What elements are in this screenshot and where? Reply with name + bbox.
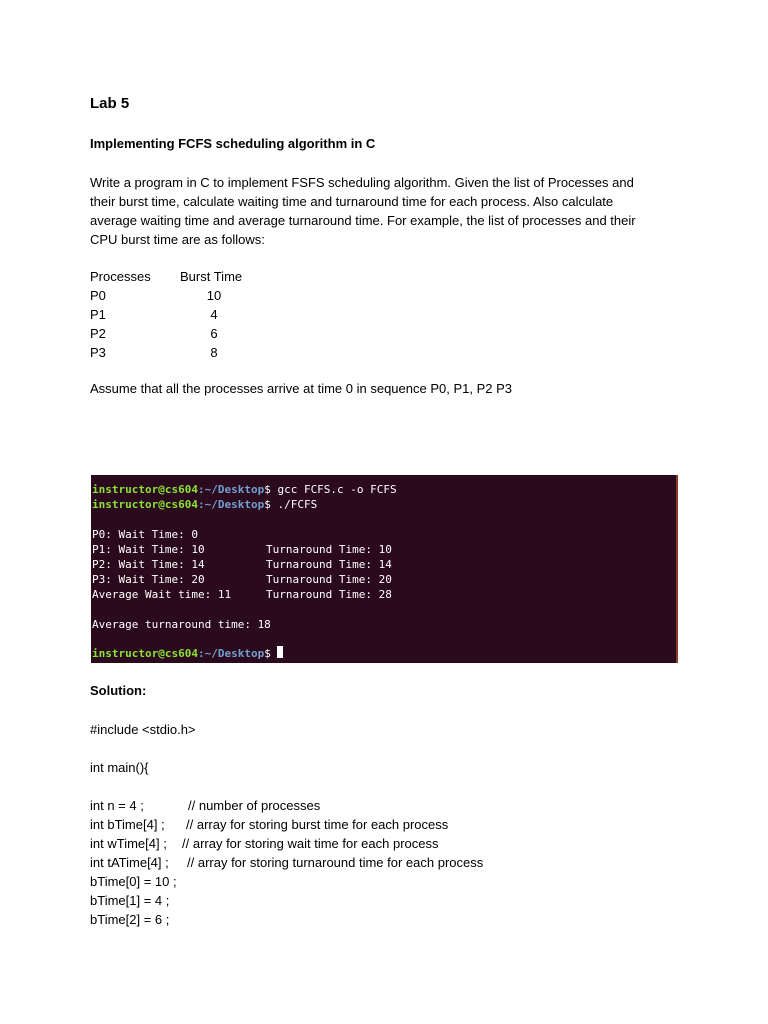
paragraph-line: Write a program in C to implement FSFS scheduling algorithm. Given the list of Processes and <box>90 175 634 190</box>
prompt-path: :~/Desktop <box>197 498 265 511</box>
paragraph-line: their burst time, calculate waiting time and turnaround time for each process. Also calculate <box>90 194 614 209</box>
assumption-text: Assume that all the processes arrive at time 0 in sequence P0, P1, P2 P3 <box>90 381 512 396</box>
terminal-command-line <box>92 497 317 512</box>
prompt-path: :~/Desktop <box>197 483 265 496</box>
process-name: P2 <box>90 326 106 341</box>
terminal-command: gcc FCFS.c -o FCFS <box>270 483 397 496</box>
code-statement: int wTime[4] ; <box>90 836 167 851</box>
code-line <box>90 796 483 815</box>
turnaround-time-output: Turnaround Time: 28 <box>266 588 392 601</box>
prompt-user: instructor@cs604 <box>92 498 198 511</box>
table-header-row <box>90 267 390 286</box>
problem-description <box>90 173 680 249</box>
wait-time-output: P1: Wait Time: 10 <box>92 543 205 556</box>
code-statement: int n = 4 ; <box>90 798 144 813</box>
code-line: bTime[0] = 10 ; <box>90 874 177 889</box>
burst-value: 8 <box>210 345 218 360</box>
code-comment: // array for storing turnaround time for each process <box>187 855 484 870</box>
code-line: int main(){ <box>90 760 149 775</box>
terminal-screenshot <box>91 475 678 663</box>
burst-value: 4 <box>210 307 218 322</box>
process-name: P3 <box>90 345 106 360</box>
average-turnaround-output: Average turnaround time: 18 <box>92 618 271 631</box>
code-line <box>90 815 483 834</box>
terminal-command-line <box>92 482 397 497</box>
code-blank-line <box>90 777 483 796</box>
turnaround-time-output: Turnaround Time: 14 <box>266 558 392 571</box>
process-name: P0 <box>90 288 106 303</box>
solution-heading: Solution: <box>90 683 147 698</box>
turnaround-time-output: Turnaround Time: 20 <box>266 573 392 586</box>
code-blank-line <box>90 739 483 758</box>
table-row <box>90 286 390 305</box>
wait-time-output: P3: Wait Time: 20 <box>92 573 205 586</box>
terminal-cursor <box>277 646 283 658</box>
turnaround-time-output: Turnaround Time: 10 <box>266 543 392 556</box>
burst-value: 6 <box>210 326 218 341</box>
paragraph-line: CPU burst time are as follows: <box>90 232 265 247</box>
wait-time-output: P0: Wait Time: 0 <box>92 528 198 541</box>
code-statement: int bTime[4] ; <box>90 817 165 832</box>
table-row <box>90 305 390 324</box>
code-listing <box>90 720 483 929</box>
column-header-burst-time: Burst Time <box>180 269 243 284</box>
document-title: Lab 5 <box>90 95 130 112</box>
code-line: #include <stdio.h> <box>90 722 196 737</box>
column-header-processes: Processes <box>90 269 151 284</box>
code-line <box>90 834 483 853</box>
code-comment: // number of processes <box>188 798 321 813</box>
wait-time-output: P2: Wait Time: 14 <box>92 558 205 571</box>
code-line: bTime[2] = 6 ; <box>90 912 170 927</box>
average-wait-output: Average Wait time: 11 <box>92 588 232 601</box>
prompt-user: instructor@cs604 <box>92 483 198 496</box>
prompt-symbol: $ <box>264 483 271 496</box>
process-table <box>90 267 390 362</box>
code-statement: int tATime[4] ; <box>90 855 169 870</box>
terminal-prompt-line <box>92 646 283 661</box>
table-row <box>90 324 390 343</box>
process-name: P1 <box>90 307 106 322</box>
code-line: bTime[1] = 4 ; <box>90 893 170 908</box>
code-comment: // array for storing wait time for each process <box>182 836 439 851</box>
paragraph-line: average waiting time and average turnaround time. For example, the list of processes and their <box>90 213 636 228</box>
burst-value: 10 <box>206 288 222 303</box>
table-row <box>90 343 390 362</box>
section-heading: Implementing FCFS scheduling algorithm in C <box>90 136 376 151</box>
prompt-symbol: $ <box>264 647 271 660</box>
code-comment: // array for storing burst time for each process <box>186 817 449 832</box>
terminal-command: ./FCFS <box>270 498 318 511</box>
code-line <box>90 853 483 872</box>
prompt-user: instructor@cs604 <box>92 647 198 660</box>
prompt-path: :~/Desktop <box>197 647 265 660</box>
prompt-symbol: $ <box>264 498 271 511</box>
